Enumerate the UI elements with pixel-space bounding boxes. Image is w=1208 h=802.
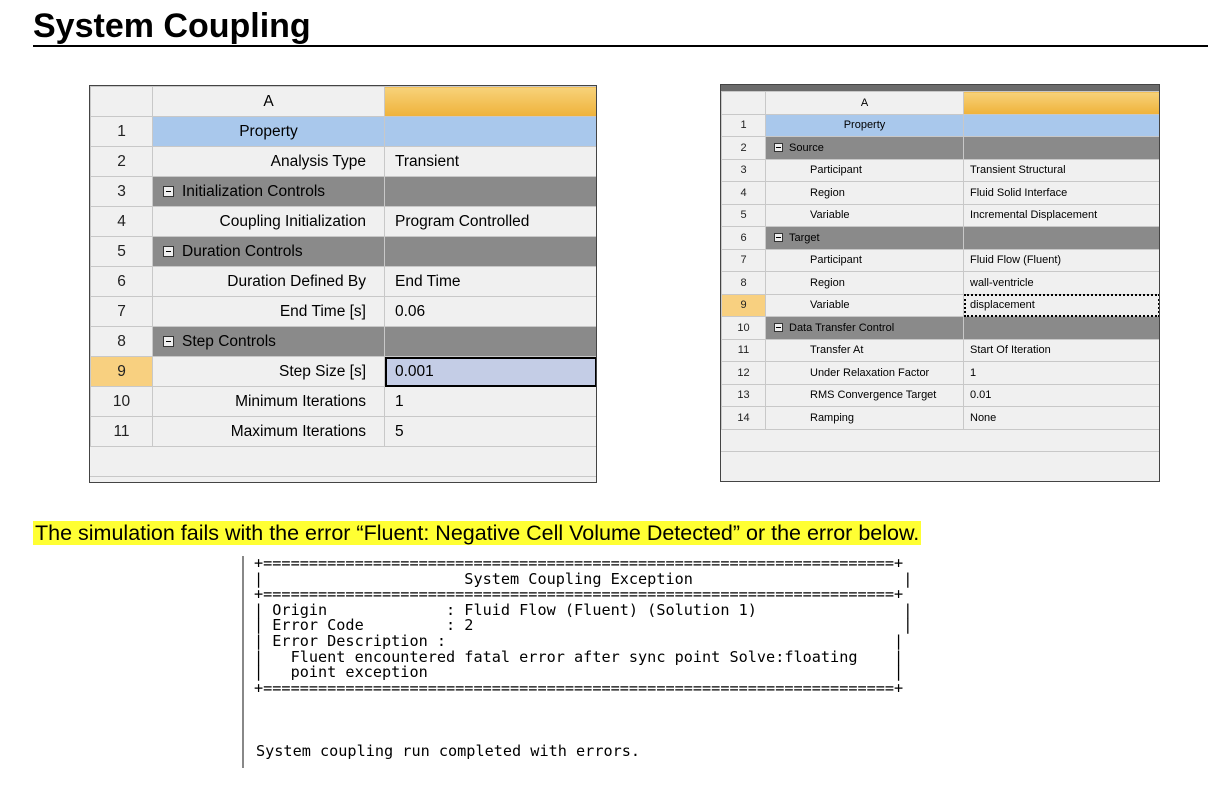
row-number[interactable]: 2 <box>91 147 153 177</box>
row-number[interactable]: 1 <box>722 114 766 137</box>
empty-cell <box>722 429 766 452</box>
property-label[interactable]: Coupling Initialization <box>153 207 385 237</box>
collapse-icon[interactable] <box>163 186 174 197</box>
property-value[interactable]: wall-ventricle <box>964 272 1160 295</box>
table-row[interactable] <box>722 182 1160 205</box>
section-header[interactable] <box>153 177 385 207</box>
system-coupling-setup-table <box>89 85 597 483</box>
property-label[interactable]: Region <box>766 272 964 295</box>
property-label[interactable]: RMS Convergence Target <box>766 384 964 407</box>
row-number[interactable]: 8 <box>91 327 153 357</box>
property-value[interactable]: End Time <box>385 267 597 297</box>
property-header[interactable]: Property <box>153 117 385 147</box>
table-row[interactable] <box>722 339 1160 362</box>
property-label[interactable]: Participant <box>766 249 964 272</box>
table-row[interactable] <box>91 237 597 267</box>
row-number[interactable]: 5 <box>722 204 766 227</box>
row-number[interactable]: 8 <box>722 272 766 295</box>
column-b-header[interactable] <box>385 87 597 117</box>
table-row[interactable] <box>722 227 1160 250</box>
property-value[interactable]: 1 <box>964 362 1160 385</box>
empty-row <box>91 447 597 477</box>
row-number[interactable]: 1 <box>91 117 153 147</box>
section-value-cell <box>964 317 1160 340</box>
value-header[interactable] <box>964 114 1160 137</box>
column-a-header[interactable]: A <box>766 92 964 115</box>
section-value-cell <box>964 227 1160 250</box>
property-label[interactable]: Variable <box>766 204 964 227</box>
row-number[interactable]: 11 <box>722 339 766 362</box>
table-row[interactable] <box>722 249 1160 272</box>
section-label: Data Transfer Control <box>789 321 895 334</box>
section-value-cell <box>385 237 597 267</box>
table-row[interactable] <box>91 147 597 177</box>
property-label[interactable]: Region <box>766 182 964 205</box>
header-row <box>722 92 1160 115</box>
section-label: Duration Controls <box>182 242 303 260</box>
row-number[interactable]: 10 <box>722 317 766 340</box>
row-number[interactable]: 5 <box>91 237 153 267</box>
console-output <box>242 556 1014 768</box>
property-label[interactable]: Transfer At <box>766 339 964 362</box>
corner-cell[interactable] <box>91 87 153 117</box>
property-value[interactable]: None <box>964 407 1160 430</box>
section-label: Target <box>789 231 820 244</box>
table-row[interactable] <box>722 272 1160 295</box>
table-row[interactable] <box>91 357 597 387</box>
section-header[interactable] <box>153 327 385 357</box>
table-row[interactable] <box>91 267 597 297</box>
property-value[interactable]: Transient <box>385 147 597 177</box>
section-value-cell <box>964 137 1160 160</box>
row-number[interactable]: 7 <box>91 297 153 327</box>
empty-cell <box>385 447 597 477</box>
table-row[interactable] <box>722 362 1160 385</box>
property-value[interactable]: Fluid Flow (Fluent) <box>964 249 1160 272</box>
property-label[interactable]: Duration Defined By <box>153 267 385 297</box>
section-value-cell <box>385 177 597 207</box>
property-value[interactable]: Transient Structural <box>964 159 1160 182</box>
data-transfer-grid <box>721 91 1160 452</box>
property-value[interactable]: 0.001 <box>385 357 597 387</box>
table-row[interactable] <box>722 159 1160 182</box>
table-row[interactable] <box>91 327 597 357</box>
table-row[interactable] <box>91 297 597 327</box>
property-label[interactable]: Ramping <box>766 407 964 430</box>
row-number[interactable]: 3 <box>91 177 153 207</box>
property-label[interactable]: End Time [s] <box>153 297 385 327</box>
empty-cell <box>91 447 153 477</box>
empty-row <box>722 429 1160 452</box>
page-title: System Coupling <box>33 7 311 45</box>
collapse-icon[interactable] <box>774 323 783 332</box>
property-value[interactable]: 5 <box>385 417 597 447</box>
property-label[interactable]: Participant <box>766 159 964 182</box>
table-row[interactable] <box>722 294 1160 317</box>
property-value[interactable]: 1 <box>385 387 597 417</box>
property-value[interactable]: displacement <box>964 294 1160 317</box>
property-label[interactable]: Step Size [s] <box>153 357 385 387</box>
property-value[interactable]: Fluid Solid Interface <box>964 182 1160 205</box>
section-header[interactable] <box>766 317 964 340</box>
section-header[interactable] <box>766 137 964 160</box>
empty-cell <box>766 429 964 452</box>
section-header[interactable] <box>153 237 385 267</box>
property-value[interactable]: Incremental Displacement <box>964 204 1160 227</box>
table-row[interactable] <box>91 177 597 207</box>
column-a-header[interactable]: A <box>153 87 385 117</box>
table-row[interactable] <box>722 384 1160 407</box>
row-number[interactable]: 14 <box>722 407 766 430</box>
property-value[interactable]: Program Controlled <box>385 207 597 237</box>
setup-grid <box>90 86 597 477</box>
property-label[interactable]: Minimum Iterations <box>153 387 385 417</box>
table-row[interactable] <box>91 207 597 237</box>
header-row <box>91 87 597 117</box>
empty-cell <box>964 429 1160 452</box>
data-transfer-table <box>720 84 1160 482</box>
row-number[interactable]: 9 <box>91 357 153 387</box>
property-header[interactable]: Property <box>766 114 964 137</box>
property-value[interactable]: 0.06 <box>385 297 597 327</box>
row-number[interactable]: 11 <box>91 417 153 447</box>
property-value[interactable]: Start Of Iteration <box>964 339 1160 362</box>
section-label: Source <box>789 141 824 154</box>
property-label[interactable]: Maximum Iterations <box>153 417 385 447</box>
row-number[interactable]: 9 <box>722 294 766 317</box>
property-value[interactable]: 0.01 <box>964 384 1160 407</box>
row-number[interactable]: 4 <box>91 207 153 237</box>
table-row[interactable] <box>91 117 597 147</box>
row-number[interactable]: 4 <box>722 182 766 205</box>
property-label[interactable]: Under Relaxation Factor <box>766 362 964 385</box>
collapse-icon[interactable] <box>774 233 783 242</box>
table-row[interactable] <box>722 204 1160 227</box>
run-summary: System coupling run completed with errors. <box>256 742 641 760</box>
exception-box: +=====================================================================+ | System Coupling Exception | +=====================================================================+ | Origin : Fluid Flow (Fluent) (Solution 1) | | Error Code : 2 | | Error Description : | | Fluent encountered fatal error after sync point Solve:floating | | point exception | +=====================================================================+ <box>254 554 913 697</box>
error-note-text: The simulation fails with the error “Fluent: Negative Cell Volume Detected” or the error below. <box>35 521 920 545</box>
row-number[interactable]: 3 <box>722 159 766 182</box>
row-number[interactable]: 13 <box>722 384 766 407</box>
row-number[interactable]: 2 <box>722 137 766 160</box>
column-b-header[interactable] <box>964 92 1160 115</box>
section-header[interactable] <box>766 227 964 250</box>
collapse-icon[interactable] <box>774 143 783 152</box>
corner-cell[interactable] <box>722 92 766 115</box>
title-underline <box>33 45 1208 47</box>
row-number[interactable]: 12 <box>722 362 766 385</box>
table-row[interactable] <box>91 387 597 417</box>
table-row[interactable] <box>722 407 1160 430</box>
collapse-icon[interactable] <box>163 336 174 347</box>
row-number[interactable]: 6 <box>722 227 766 250</box>
section-label: Initialization Controls <box>182 182 326 200</box>
table-row[interactable] <box>722 317 1160 340</box>
section-label: Step Controls <box>182 332 276 350</box>
table-row[interactable] <box>722 137 1160 160</box>
table-row[interactable] <box>722 114 1160 137</box>
collapse-icon[interactable] <box>163 246 174 257</box>
table-row[interactable] <box>91 417 597 447</box>
row-number[interactable]: 10 <box>91 387 153 417</box>
property-label[interactable]: Analysis Type <box>153 147 385 177</box>
row-number[interactable]: 7 <box>722 249 766 272</box>
error-note <box>33 518 921 548</box>
property-label[interactable]: Variable <box>766 294 964 317</box>
empty-cell <box>153 447 385 477</box>
row-number[interactable]: 6 <box>91 267 153 297</box>
value-header[interactable] <box>385 117 597 147</box>
section-value-cell <box>385 327 597 357</box>
